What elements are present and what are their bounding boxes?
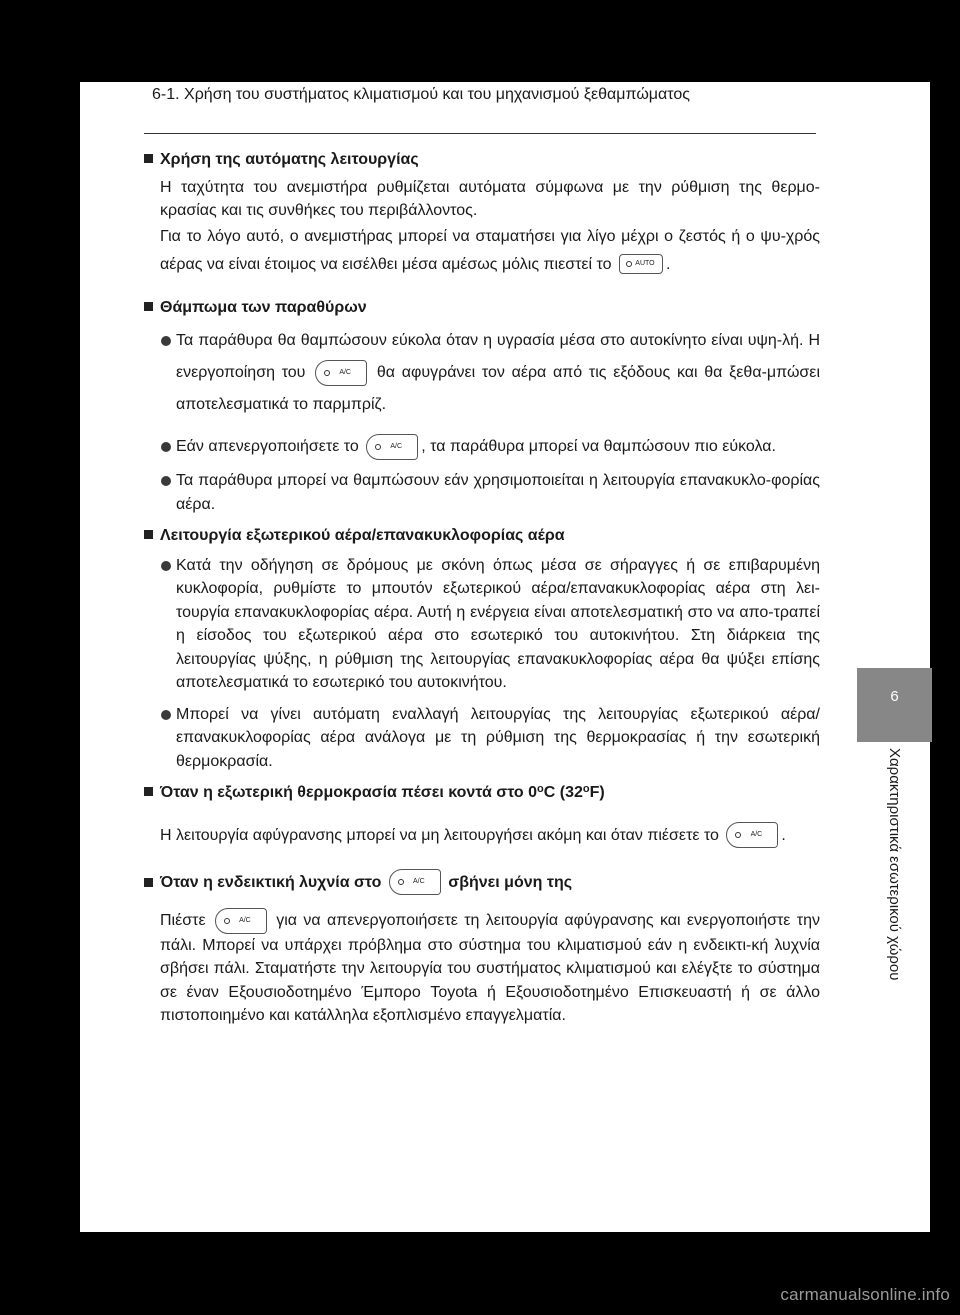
indicator-light-icon: [375, 444, 381, 450]
chapter-title-vertical: Χαρακτηριστικά εσωτερικού χώρου: [886, 748, 903, 981]
square-bullet-icon: [144, 530, 153, 539]
heading-text: Χρήση της αυτόματης λειτουργίας: [160, 151, 419, 168]
button-label: A/C: [339, 368, 351, 376]
page-content: [144, 142, 820, 1028]
paragraph: [144, 223, 820, 279]
round-bullet-icon: [161, 561, 171, 571]
paragraph-text: για να απενεργοποιήσετε τη λειτουργία αφύγρανσης και ενεργοποιήστε την πάλι. Μπορεί να υπάρχει πρόβλημα στο σύστημα του κλιματισμού εάν η ενδεικτι-κή λυχνία σβήσει πάλι. Σταματήστε την λειτουργία του συστήματος κλιματισμού και ελέγξτε το σύστημα σε έναν Εξουσιοδοτημένο Έμπορο Toyota ή Εξουσιοδοτημένο Επισκευαστή ή σε άλλο πιστοποιημένο και κατάλληλα εξοπλισμένο επαγγελματία.: [160, 911, 820, 1024]
watermark-text: carmanualsonline.info: [780, 1285, 950, 1304]
paragraph-text: Για το λόγο αυτό, ο ανεμιστήρας μπορεί να σταματήσει για λίγο μέχρι ο ζεστός ή ο ψυ-χρός αέρας να είναι έτοιμος να εισέλθει μέσα αμέσως μόλις πιεστεί το: [160, 227, 820, 273]
button-label: A/C: [750, 831, 763, 839]
degree-superscript: o: [537, 783, 544, 795]
button-label: A/C: [390, 442, 403, 450]
paragraph-text: Η ταχύτητα του ανεμιστήρα ρυθμίζεται αυτόματα σύμφωνα με την ρύθμιση της θερμο-κρασίας και τις συνθήκες του περιβάλλοντος.: [160, 178, 820, 219]
list-item: [144, 554, 820, 695]
list-item-text: Τα παράθυρα μπορεί να θαμπώσουν εάν χρησιμοποιείται η λειτουργία επανακυκλο-φορίας αέρα.: [176, 472, 820, 513]
heading-text: C (32: [543, 784, 583, 801]
page-header: 6-1. Χρήση του συστήματος κλιματισμού και του μηχανισμού ξεθαμπώματος: [152, 86, 690, 103]
heading-text: Λειτουργία εξωτερικού αέρα/επανακυκλοφορίας αέρα: [160, 527, 565, 544]
paragraph-text: Η λειτουργία αφύγρανσης μπορεί να μη λειτουργήσει ακόμη και όταν πιέσετε το: [160, 826, 719, 844]
heading-text: σβήνει μόνη της: [448, 873, 573, 891]
round-bullet-icon: [161, 442, 171, 452]
paragraph: [144, 176, 820, 223]
section-heading-auto-mode: [144, 148, 820, 172]
ac-button-icon: [366, 434, 418, 460]
list-item-text: Κατά την οδήγηση σε δρόμους με σκόνη όπως μέσα σε σήραγγες ή σε επιβαρυμένη κυκλοφορία, ρυθμίστε το μπουτόν εξωτερικού αέρα/επανακυκλοφορίας αέρα στη λει-τουργία επανακυκλοφορίας αέρα. Αυτή η ενέργεια είναι αποτελεσματική στο να απο-τραπεί η είσοδος του εξωτερικού αέρα στο εσωτερικό του αυτοκινήτου. Στη διάρκεια της λειτουργίας ψύξης, η ρύθμιση της λειτουργίας επανακυκλοφορίας αέρα θα ψύξει επίσης αποτελεσματικά το εσωτερικό του αυτοκινήτου.: [176, 556, 820, 691]
list-item-text: , τα παράθυρα μπορεί να θαμπώσουν πιο εύκολα.: [421, 438, 776, 455]
round-bullet-icon: [161, 336, 171, 346]
degree-superscript: o: [582, 783, 590, 795]
list-item: [144, 431, 820, 463]
list-item-text: Μπορεί να γίνει αυτόματη εναλλαγή λειτουργίας της λειτουργίας εξωτερικού αέρα/ επανακυκλοφορίας αέρα ανάλογα με τη ρύθμιση της θερμοκρασίας ή την εσωτερική θερμοκρασία.: [176, 705, 820, 770]
round-bullet-icon: [161, 476, 171, 486]
list-item-text: Τα παράθυρα θα θαμπώσουν εύκολα όταν η υγρασία μέσα στο αυτοκίνητο είναι υψη-λή. Η ενεργοποίηση του: [176, 332, 820, 381]
auto-button-icon: [619, 254, 663, 274]
heading-text: Όταν η εξωτερική θερμοκρασία πέσει κοντά στο 0: [160, 784, 538, 801]
square-bullet-icon: [144, 302, 153, 311]
ac-button-icon: [389, 869, 441, 895]
round-bullet-icon: [161, 710, 171, 720]
square-bullet-icon: [144, 154, 153, 163]
button-label: A/C: [413, 878, 425, 886]
ac-button-icon: [726, 822, 778, 848]
square-bullet-icon: [144, 878, 153, 887]
chapter-number: 6: [890, 688, 899, 705]
heading-text: F): [589, 784, 605, 801]
section-heading-air-recirculation: [144, 524, 820, 548]
section-heading-fogging: [144, 296, 820, 320]
list-item-text: Εάν απενεργοποιήσετε το: [176, 438, 359, 455]
paragraph-text: .: [665, 255, 671, 273]
paragraph: [144, 908, 820, 1028]
square-bullet-icon: [144, 787, 153, 796]
paragraph-text: Πιέστε: [160, 911, 206, 929]
header-rule: [144, 133, 816, 134]
manual-page: [80, 80, 930, 1232]
crop-mark: [938, 1185, 940, 1230]
list-item: [144, 325, 820, 421]
paragraph-text: .: [781, 826, 786, 844]
heading-text: Όταν η ενδεικτική λυχνία στο: [160, 873, 382, 891]
list-item: [144, 469, 820, 516]
list-item-text: θα αφυγράνει τον αέρα από τις εξόδους και θα ξεθα-μπώσει αποτελεσματικά το παρμπρίζ.: [176, 364, 820, 413]
indicator-light-icon: [735, 832, 741, 838]
chapter-tab: [857, 668, 932, 742]
page-top-edge: [80, 80, 930, 82]
heading-text: Θάμπωμα των παραθύρων: [160, 298, 367, 316]
button-label: A/C: [239, 916, 251, 924]
crop-mark: [938, 98, 940, 128]
section-heading-indicator-off: [144, 868, 820, 898]
list-item: [144, 703, 820, 774]
button-label: AUTO: [635, 260, 655, 268]
indicator-light-icon: [398, 879, 404, 885]
paragraph: [144, 821, 820, 851]
section-heading-low-temperature: [144, 781, 820, 805]
indicator-light-icon: [324, 370, 330, 376]
ac-button-icon: [215, 908, 267, 934]
indicator-light-icon: [224, 918, 230, 924]
ac-button-icon: [315, 360, 367, 386]
